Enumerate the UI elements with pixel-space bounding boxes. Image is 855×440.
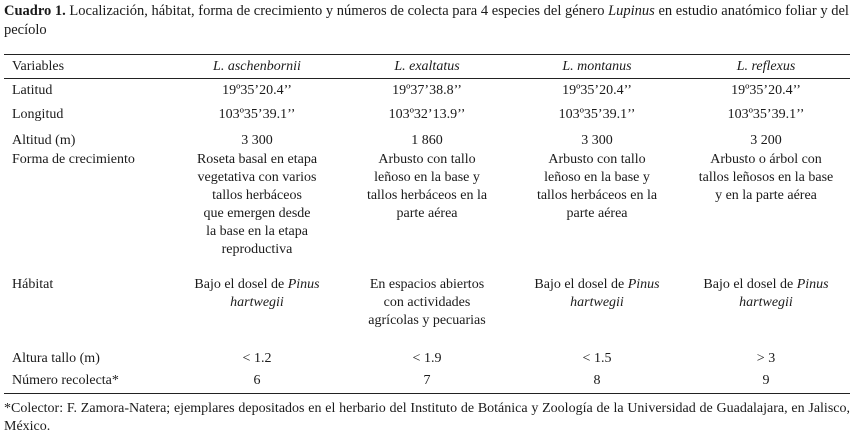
caption-text-pre: Localización, hábitat, forma de crecimiento y números de colecta para 4 especies del género <box>65 3 609 19</box>
table-caption <box>4 2 850 40</box>
altura-value-4: > 3 <box>756 351 776 366</box>
numero-value-2: 7 <box>423 373 431 388</box>
habitat-3-text: Bajo el dosel de <box>534 277 628 292</box>
numero-value-1: 6 <box>253 373 261 388</box>
forma-2-line: leñoso en la base y <box>374 170 480 185</box>
habitat-2-line: En espacios abiertos <box>369 277 485 292</box>
row-label-altura: Altura tallo (m) <box>12 351 100 366</box>
altitud-value-3: 3 300 <box>581 133 613 148</box>
forma-value-4 <box>682 151 850 205</box>
altura-value-3: < 1.5 <box>582 351 612 366</box>
header-variables: Variables <box>12 59 65 74</box>
forma-value-1 <box>172 151 342 259</box>
forma-1-line: Roseta basal en etapa <box>196 152 318 167</box>
habitat-value-3 <box>512 276 682 312</box>
table-header-rule <box>4 78 850 79</box>
row-label-altitud: Altitud (m) <box>12 133 76 148</box>
header-species-1: L. aschenbornii <box>213 59 301 74</box>
forma-3-line: leñoso en la base y <box>544 170 650 185</box>
forma-1-line: tallos herbáceos <box>212 188 302 203</box>
forma-1-line: reproductiva <box>221 242 293 257</box>
forma-2-line: tallos herbáceos en la <box>366 188 488 203</box>
numero-value-4: 9 <box>762 373 770 388</box>
habitat-2-line: con actividades <box>383 295 471 310</box>
forma-4-line: Arbusto o árbol con <box>710 152 822 167</box>
habitat-value-2 <box>342 276 512 330</box>
habitat-3-genus: Pinus <box>627 277 660 292</box>
altura-value-1: < 1.2 <box>242 351 272 366</box>
habitat-2-line: agrícolas y pecuarias <box>368 313 486 328</box>
forma-4-line: y en la parte aérea <box>715 188 817 203</box>
row-label-habitat: Hábitat <box>12 277 54 292</box>
forma-2-line: parte aérea <box>396 206 458 221</box>
habitat-value-1 <box>172 276 342 312</box>
forma-4-line: tallos leñosos en la base <box>698 170 834 185</box>
habitat-1-text: Bajo el dosel de <box>194 277 288 292</box>
forma-3-line: Arbusto con tallo <box>548 152 646 167</box>
header-species-2: L. exaltatus <box>394 59 460 74</box>
forma-3-line: tallos herbáceos en la <box>536 188 658 203</box>
longitud-value-1: 103º35’39.1’’ <box>218 107 296 122</box>
habitat-4-species: hartwegii <box>739 295 793 310</box>
forma-value-2 <box>342 151 512 223</box>
header-species-3: L. montanus <box>562 59 632 74</box>
habitat-4-genus: Pinus <box>796 277 829 292</box>
caption-text-post: en estudio anatómico foliar y del pecíolo <box>4 3 849 38</box>
header-species-4: L. reflexus <box>736 59 796 74</box>
habitat-1-genus: Pinus <box>287 277 320 292</box>
caption-genus: Lupinus <box>608 3 655 19</box>
altitud-value-4: 3 200 <box>750 133 782 148</box>
table-top-rule <box>4 54 850 55</box>
row-label-forma: Forma de crecimiento <box>12 152 135 167</box>
forma-1-line: vegetativa con varios <box>197 170 317 185</box>
latitud-value-1: 19º35’20.4’’ <box>222 83 292 98</box>
row-label-numero: Número recolecta* <box>12 373 119 388</box>
forma-1-line: que emergen desde <box>203 206 311 221</box>
habitat-1-species: hartwegii <box>230 295 284 310</box>
longitud-value-4: 103º35’39.1’’ <box>727 107 805 122</box>
altitud-value-1: 3 300 <box>241 133 273 148</box>
altitud-value-2: 1 860 <box>411 133 443 148</box>
table-footnote: *Colector: F. Zamora-Natera; ejemplares depositados en el herbario del Instituto de Botánica y Zoología de la Universidad de Guadalajara, en Jalisco, México. <box>4 401 850 434</box>
forma-1-line: la base en la etapa <box>206 224 308 239</box>
numero-value-3: 8 <box>593 373 601 388</box>
habitat-value-4 <box>682 276 850 312</box>
caption-label: Cuadro 1. <box>4 3 66 19</box>
table-bottom-rule <box>4 393 850 394</box>
altura-value-2: < 1.9 <box>412 351 442 366</box>
latitud-value-3: 19º35’20.4’’ <box>562 83 632 98</box>
habitat-3-species: hartwegii <box>570 295 624 310</box>
habitat-4-text: Bajo el dosel de <box>703 277 797 292</box>
forma-value-3 <box>512 151 682 223</box>
forma-3-line: parte aérea <box>566 206 628 221</box>
longitud-value-2: 103º32’13.9’’ <box>388 107 466 122</box>
row-label-latitud: Latitud <box>12 83 53 98</box>
row-label-longitud: Longitud <box>12 107 64 122</box>
latitud-value-2: 19º37’38.8’’ <box>392 83 462 98</box>
latitud-value-4: 19º35’20.4’’ <box>731 83 801 98</box>
longitud-value-3: 103º35’39.1’’ <box>558 107 636 122</box>
forma-2-line: Arbusto con tallo <box>378 152 476 167</box>
